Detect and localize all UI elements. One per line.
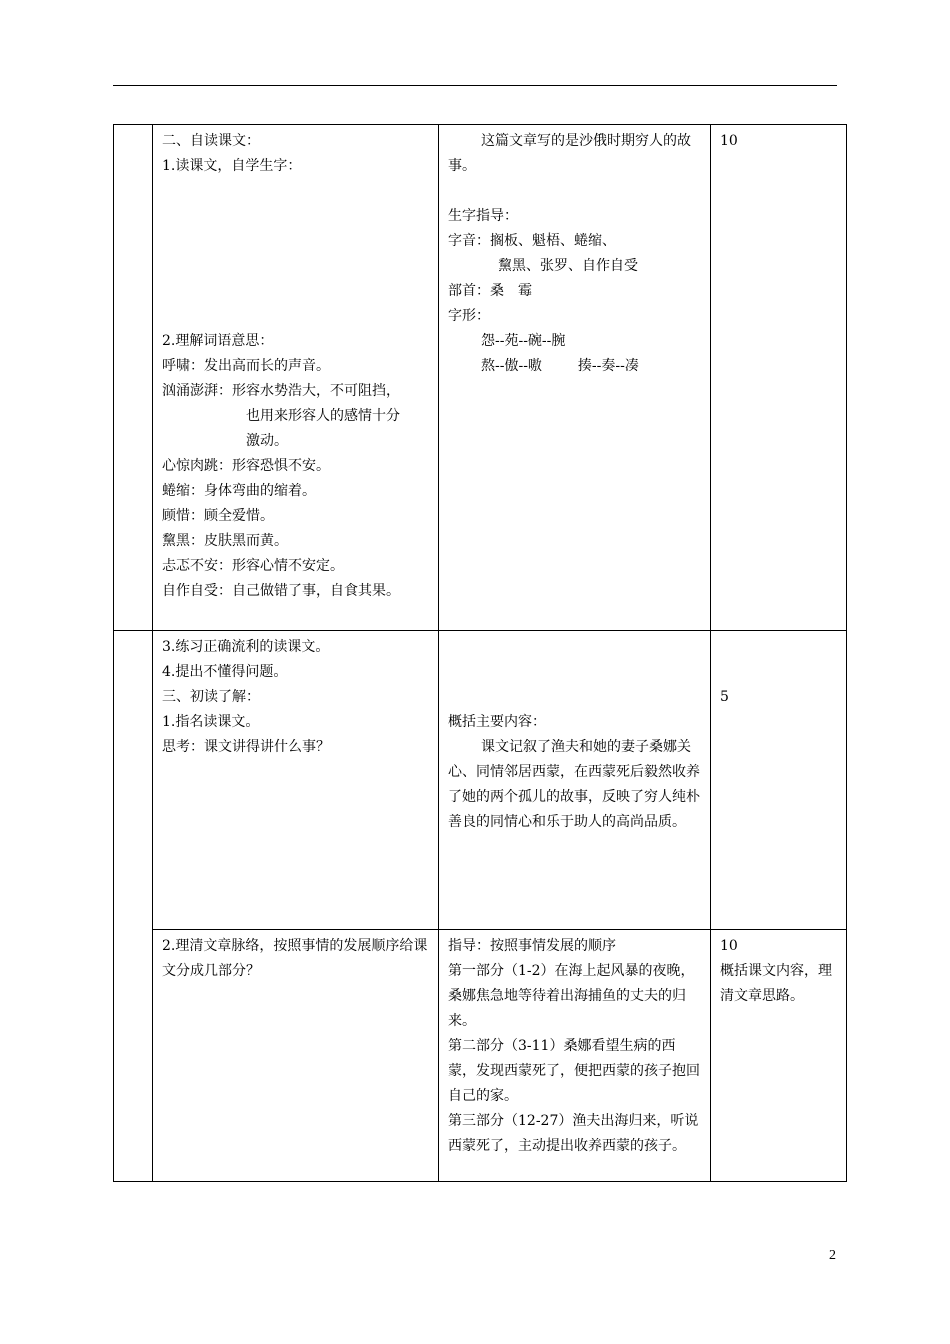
vocab-line-continued: 激动。 (246, 433, 288, 449)
table-row (114, 125, 847, 631)
process-cell (153, 631, 439, 930)
shape-line (448, 354, 702, 379)
vocab-line: 心惊肉跳：形容恐惧不安。 (162, 458, 330, 474)
process-line: 2.理解词语意思： (162, 333, 274, 349)
process-line: 4.提出不懂得问题。 (162, 664, 288, 680)
shape-label: 字形： (448, 308, 490, 324)
radical-line: 部首：桑 霉 (448, 283, 532, 299)
guidance-line: 字音：搁板、魁梧、蜷缩、 (448, 233, 616, 249)
vocab-line: 蜷缩：身体弯曲的缩着。 (162, 483, 316, 499)
vocab-line: 忐忑不安：形容心情不安定。 (162, 558, 344, 574)
blank-cell (114, 631, 153, 930)
guidance-cell (439, 125, 711, 631)
time-value: 10 (720, 133, 738, 149)
section-line: 第三部分（12-27）渔夫出海归来，听说西蒙死了，主动提出收养西蒙的孩子。 (448, 1113, 699, 1154)
page-number: 2 (829, 1248, 836, 1263)
design-note: 概括课文内容，理清文章思路。 (720, 963, 832, 1004)
guidance-cell (439, 631, 711, 930)
summary-text: 课文记叙了渔夫和她的妻子桑娜关心、同情邻居西蒙，在西蒙死后毅然收养了她的两个孤儿的故事，反映了穷人纯朴善良的同情心和乐于助人的高尚品质。 (448, 739, 700, 830)
process-cell (153, 125, 439, 631)
vocab-line: 自作自受：自己做错了事，自食其果。 (162, 583, 400, 599)
section-line: 第一部分（1-2）在海上起风暴的夜晚，桑娜焦急地等待着出海捕鱼的丈夫的归来。 (448, 963, 695, 1029)
time-value: 5 (720, 689, 729, 705)
time-cell (711, 125, 847, 631)
shape-group: 揍--奏--凑 (577, 358, 639, 374)
guidance-line: 指导：按照事情发展的顺序 (448, 938, 616, 954)
vocab-line: 黧黑：皮肤黑而黄。 (162, 533, 288, 549)
vocab-line: 顾惜：顾全爱惜。 (162, 508, 274, 524)
shape-group: 熬--傲--嗷 (481, 358, 542, 374)
process-line: 3.练习正确流利的读课文。 (162, 639, 330, 655)
process-line: 二、自读课文： (162, 133, 260, 149)
guidance-line: 生字指导： (448, 208, 518, 224)
time-cell (711, 930, 847, 1182)
vocab-line-continued: 也用来形容人的感情十分 (246, 408, 400, 424)
time-cell (711, 631, 847, 930)
blank-cell (114, 125, 153, 631)
table-row (114, 631, 847, 930)
table-row (114, 930, 847, 1182)
process-line: 思考：课文讲得讲什么事？ (162, 739, 330, 755)
process-line: 三、初读了解： (162, 689, 260, 705)
process-line: 1.指名读课文。 (162, 714, 260, 730)
process-line: 2.理清文章脉络，按照事情的发展顺序给课文分成几部分？ (162, 938, 428, 979)
time-value: 10 (720, 938, 738, 954)
blank-cell (114, 930, 153, 1182)
guidance-line: 黧黑、张罗、自作自受 (498, 258, 638, 274)
vocab-line: 汹涌澎湃：形容水势浩大，不可阻挡， (162, 383, 400, 399)
shape-line: 怨--苑--碗--腕 (481, 333, 566, 349)
vocab-line: 呼啸：发出高而长的声音。 (162, 358, 330, 374)
section-line: 第二部分（3-11）桑娜看望生病的西蒙，发现西蒙死了，便把西蒙的孩子抱回自己的家。 (448, 1038, 700, 1104)
process-cell (153, 930, 439, 1182)
summary-label: 概括主要内容： (448, 714, 546, 730)
process-line: 1.读课文，自学生字： (162, 158, 302, 174)
guidance-cell (439, 930, 711, 1182)
lesson-plan-table (113, 124, 847, 1182)
header-rule (113, 85, 837, 86)
guidance-intro: 这篇文章写的是沙俄时期穷人的故事。 (448, 133, 691, 174)
